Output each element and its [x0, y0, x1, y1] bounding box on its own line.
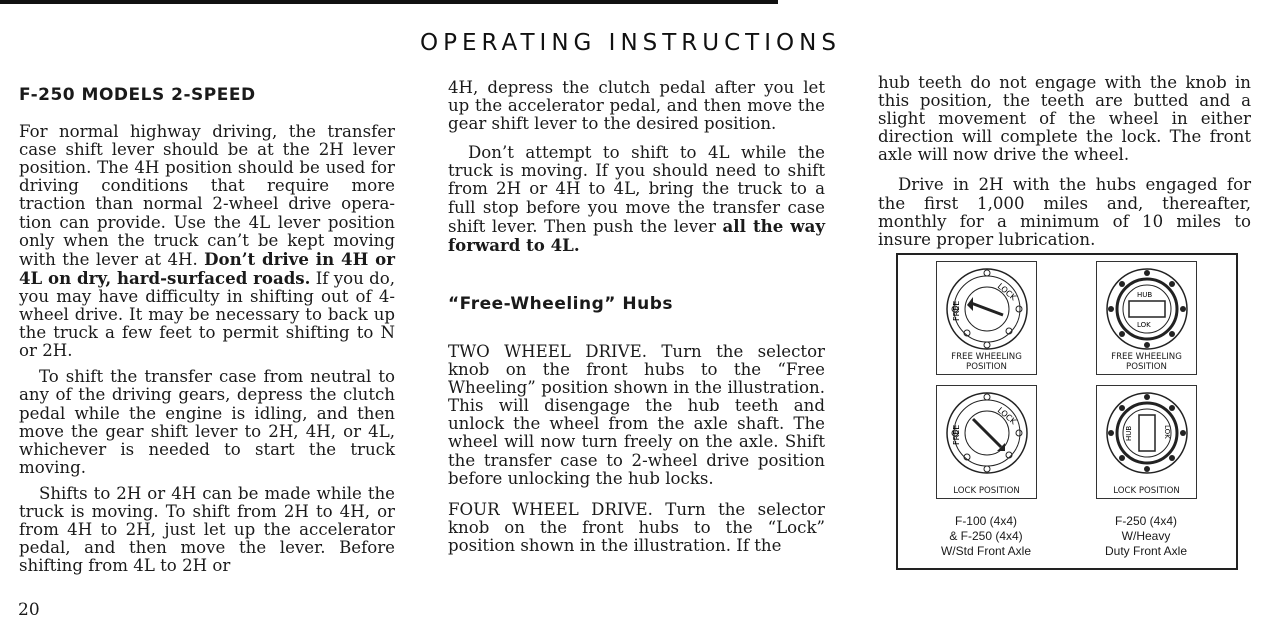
- left-column-heading: F-250 MODELS 2-SPEED: [19, 85, 256, 105]
- middle-column: [448, 79, 825, 555]
- std-hub-free-icon: [943, 265, 1031, 353]
- panel-caption: FREE WHEELING POSITION: [951, 352, 1022, 372]
- left-column: [19, 86, 395, 575]
- page-number: 20: [18, 600, 40, 620]
- left-paragraph-3: Shifts to 2H or 4H can be made while the truck is moving. To shift from 2H to 4H, or from 4H to 2H, just let up the accelerator pedal, and then move the lever. Before shifting from 4L to 2H or: [19, 483, 395, 576]
- svg-text:LOCK: LOCK: [995, 405, 1018, 427]
- top-rule: [0, 0, 778, 4]
- panel-caption: LOCK POSITION: [953, 485, 1020, 496]
- left-axle-caption: F-100 (4x4) & F-250 (4x4) W/Std Front Axle: [940, 514, 1032, 558]
- std-hub-lock-icon: [943, 389, 1031, 477]
- svg-text:FREE: FREE: [951, 424, 961, 445]
- right-axle-caption: F-250 (4x4) W/Heavy Duty Front Axle: [1104, 514, 1188, 558]
- hub-panel-lock-std: [936, 385, 1037, 499]
- svg-text:LOK: LOK: [1162, 425, 1171, 439]
- page-title: OPERATING INSTRUCTIONS: [420, 30, 841, 56]
- lok-label: LOK: [1136, 321, 1151, 329]
- middle-paragraph-2: Don’t attempt to shift to 4L while the truck is moving. If you should need to shift from 2H or 4H to 4L, bring the truck to a full stop before you move the transfer case shift lever. Then push the lever all the way forward to 4L.: [448, 143, 825, 255]
- heavy-hub-lock-icon: [1103, 389, 1191, 477]
- hub-panel-free-wheeling-heavy: [1096, 261, 1197, 375]
- lock-label: LOCK: [995, 281, 1018, 303]
- four-wheel-drive-paragraph: FOUR WHEEL DRIVE. Turn the selector knob on the front hubs to the “Lock” position shown in the illustration. If the: [448, 499, 825, 555]
- panel-caption: LOCK POSITION: [1113, 485, 1180, 496]
- left-paragraph-1-bold: Don’t drive in 4H or 4L on dry, hard-surfaced roads.: [19, 248, 395, 288]
- right-paragraph-1: hub teeth do not engage with the knob in this position, the teeth are butted and a slight movement of the wheel in either direction will complete the lock. The front axle will now drive the wheel.: [878, 73, 1251, 165]
- free-wheeling-hubs-heading: “Free-Wheeling” Hubs: [448, 293, 673, 314]
- panel-caption: FREE WHEELING POSITION: [1111, 352, 1182, 372]
- hub-label: HUB: [1136, 291, 1152, 299]
- hub-illustration: [896, 253, 1238, 570]
- two-wheel-drive-paragraph: TWO WHEEL DRIVE. Turn the selector knob on the front hubs to the “Free Wheeling” position shown in the illustration. This will disengage the hub teeth and unlock the wheel from the axle shaft. The wheel will now turn freely on the axle. Shift the transfer case to 2-wheel drive position before unlocking the hub locks.: [448, 341, 825, 488]
- left-paragraph-1: For normal highway driving, the transfer case shift lever should be at the 2H lever position. The 4H position should be used for driving conditions that require more traction than normal 2-wheel drive operation can provide. Use the 4L lever position only when the truck can’t be kept moving with the lever at 4H. Don’t drive in 4H or 4L on dry, hard-surfaced roads. If you do, you may have difficulty in shifting out of 4-wheel drive. It may be necessary to back up the truck a few feet to permit shifting to N or 2H.: [19, 122, 395, 361]
- svg-text:HUB: HUB: [1124, 425, 1133, 441]
- left-paragraph-2: To shift the transfer case from neutral to any of the driving gears, depress the clutch pedal while the engine is idling, and then move the gear shift lever to 2H, 4H, or 4L, whichever is needed to start the truck moving.: [19, 367, 395, 477]
- hub-panel-lock-heavy: [1096, 385, 1197, 499]
- middle-paragraph-2-bold: all the way forward to 4L.: [448, 215, 825, 255]
- middle-paragraph-1: 4H, depress the clutch pedal after you let up the accelerator pedal, and then move the gear shift lever to the desired position.: [448, 78, 825, 134]
- right-paragraph-2: Drive in 2H with the hubs engaged for the first 1,000 miles and, thereafter, monthly for a minimum of 10 miles to insure proper lubrication.: [878, 175, 1251, 249]
- heavy-hub-free-icon: [1103, 265, 1191, 353]
- free-label: FREE: [951, 300, 961, 321]
- hub-panel-free-wheeling-std: [936, 261, 1037, 375]
- right-column: [878, 74, 1251, 249]
